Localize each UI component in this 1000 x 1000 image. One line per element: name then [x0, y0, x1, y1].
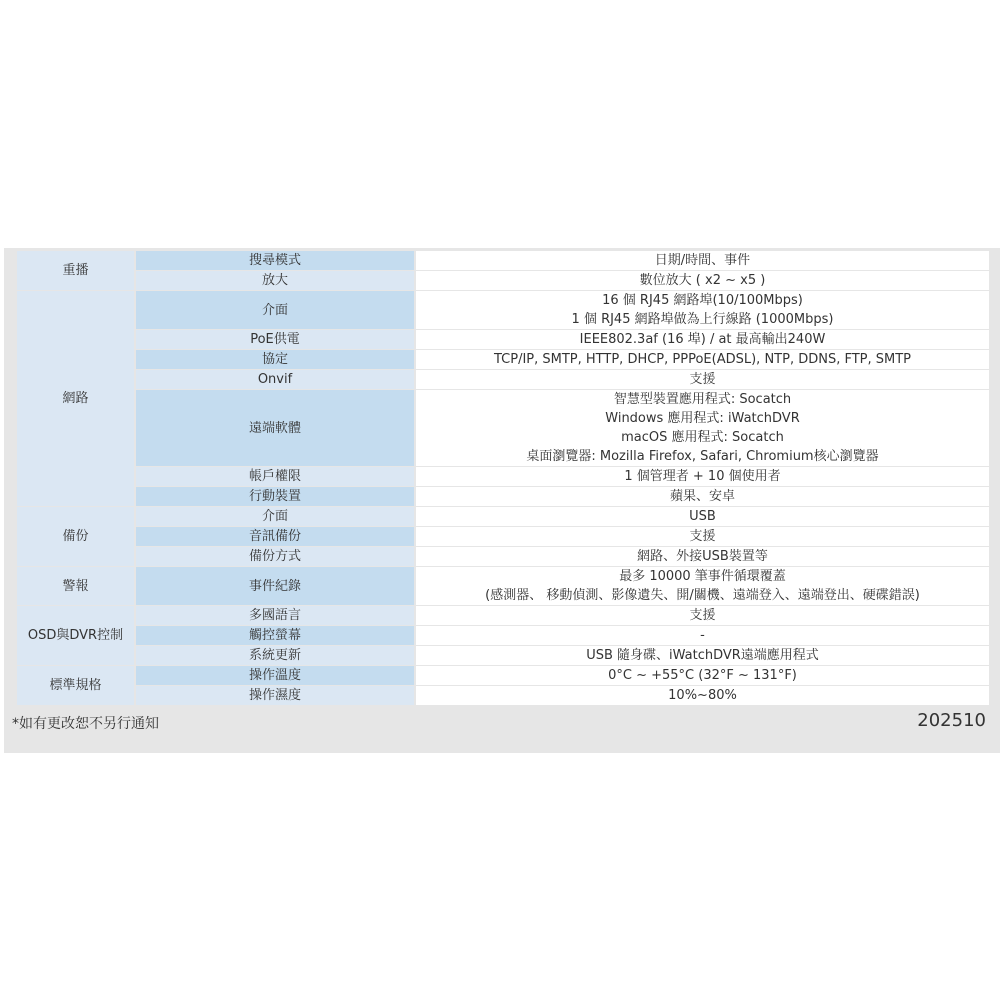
- value-line: USB: [689, 509, 716, 524]
- value-line: 10%~80%: [668, 688, 737, 703]
- item-cell: 搜尋模式: [136, 251, 414, 270]
- table-row: [17, 350, 989, 369]
- table-row: [17, 547, 989, 566]
- category-cell: 網路: [17, 291, 134, 506]
- category-cell: 警報: [17, 567, 134, 605]
- item-cell: PoE供電: [136, 330, 414, 349]
- item-cell: 系統更新: [136, 646, 414, 665]
- value-line: IEEE802.3af (16 埠) / at 最高輸出240W: [579, 332, 826, 347]
- value-cell: [416, 527, 989, 546]
- value-cell: [416, 370, 989, 389]
- value-cell: [416, 567, 989, 605]
- table-row: [17, 606, 989, 625]
- value-line: 支援: [689, 529, 716, 544]
- value-cell: [416, 507, 989, 526]
- value-line: 智慧型裝置應用程式: Socatch: [613, 392, 792, 407]
- value-cell: [416, 626, 989, 645]
- table-row: [17, 567, 989, 605]
- value-line: 日期/時間、事件: [654, 253, 751, 268]
- value-cell: [416, 606, 989, 625]
- table-row: [17, 330, 989, 349]
- table-row: [17, 527, 989, 546]
- value-line: -: [700, 628, 705, 643]
- value-line: USB 隨身碟、iWatchDVR遠端應用程式: [586, 648, 819, 663]
- value-cell: [416, 686, 989, 705]
- value-line: 桌面瀏覽器: Mozilla Firefox, Safari, Chromium核心瀏覽器: [526, 449, 879, 464]
- value-line: 1 個 RJ45 網路埠做為上行線路 (1000Mbps): [571, 312, 834, 327]
- item-cell: 操作濕度: [136, 686, 414, 705]
- table-row: [17, 507, 989, 526]
- value-cell: [416, 646, 989, 665]
- value-line: 0°C ~ +55°C (32°F ~ 131°F): [608, 668, 797, 683]
- category-cell: 重播: [17, 251, 134, 290]
- item-cell: 多國語言: [136, 606, 414, 625]
- item-cell: 操作溫度: [136, 666, 414, 685]
- table-row: [17, 271, 989, 290]
- value-cell: [416, 271, 989, 290]
- table-row: [17, 666, 989, 685]
- value-line: 支援: [689, 372, 716, 387]
- value-cell: [416, 251, 989, 270]
- value-cell: [416, 666, 989, 685]
- value-cell: [416, 390, 989, 466]
- item-cell: 介面: [136, 291, 414, 329]
- item-cell: 協定: [136, 350, 414, 369]
- value-cell: [416, 291, 989, 329]
- value-line: 1 個管理者 + 10 個使用者: [624, 469, 781, 484]
- table-row: [17, 686, 989, 705]
- item-cell: 遠端軟體: [136, 390, 414, 466]
- item-cell: 備份方式: [136, 547, 414, 566]
- category-cell: 標準規格: [17, 666, 134, 705]
- value-line: Windows 應用程式: iWatchDVR: [605, 411, 800, 426]
- spec-table-body: [17, 251, 989, 705]
- spec-panel: [4, 248, 1000, 753]
- table-row: [17, 487, 989, 506]
- value-line: 16 個 RJ45 網路埠(10/100Mbps): [602, 293, 803, 308]
- item-cell: 介面: [136, 507, 414, 526]
- category-cell: 備份: [17, 507, 134, 566]
- value-cell: [416, 350, 989, 369]
- item-cell: 帳戶權限: [136, 467, 414, 486]
- item-cell: 觸控螢幕: [136, 626, 414, 645]
- value-line: TCP/IP, SMTP, HTTP, DHCP, PPPoE(ADSL), NTP, DDNS, FTP, SMTP: [493, 352, 912, 367]
- item-cell: Onvif: [136, 370, 414, 389]
- table-row: [17, 390, 989, 466]
- item-cell: 音訊備份: [136, 527, 414, 546]
- revision-code: 202510: [917, 710, 986, 731]
- table-row: [17, 370, 989, 389]
- value-line: 網路、外接USB裝置等: [637, 549, 768, 564]
- item-cell: 行動裝置: [136, 487, 414, 506]
- footnote: *如有更改恕不另行通知: [12, 716, 159, 732]
- table-row: [17, 626, 989, 645]
- spec-table: [15, 250, 991, 706]
- table-row: [17, 291, 989, 329]
- item-cell: 放大: [136, 271, 414, 290]
- value-line: macOS 應用程式: Socatch: [621, 430, 784, 445]
- table-row: [17, 646, 989, 665]
- value-cell: [416, 547, 989, 566]
- value-cell: [416, 467, 989, 486]
- category-cell: OSD與DVR控制: [17, 606, 134, 665]
- table-row: [17, 251, 989, 270]
- value-line: 最多 10000 筆事件循環覆蓋: [619, 569, 786, 584]
- value-line: (感測器、 移動偵測、影像遺失、開/關機、遠端登入、遠端登出、硬碟錯誤): [485, 588, 920, 603]
- value-cell: [416, 330, 989, 349]
- value-cell: [416, 487, 989, 506]
- item-cell: 事件紀錄: [136, 567, 414, 605]
- value-line: 數位放大 ( x2 ~ x5 ): [639, 273, 766, 288]
- value-line: 蘋果、安卓: [669, 489, 735, 504]
- value-line: 支援: [689, 608, 716, 623]
- table-row: [17, 467, 989, 486]
